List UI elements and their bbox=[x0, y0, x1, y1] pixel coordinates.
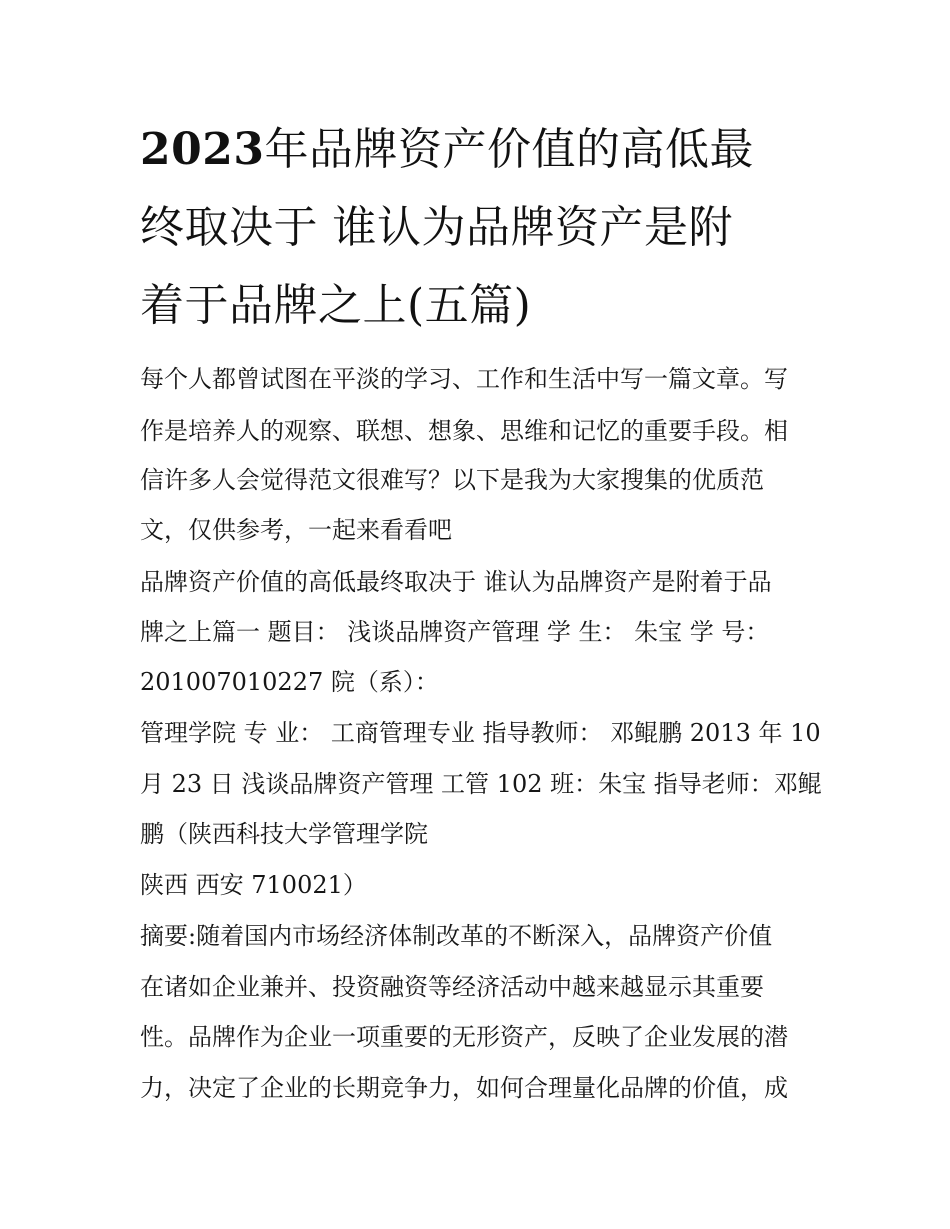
title-year: 2023 bbox=[140, 124, 265, 175]
body-line: 陕西 西安 710021） bbox=[140, 871, 367, 899]
document-title-line-1 bbox=[140, 124, 754, 175]
body-line: 鹏（陕西科技大学管理学院 bbox=[140, 820, 428, 848]
document-title-line-2 bbox=[140, 202, 733, 253]
title-text-3: 着于品牌之上(五篇) bbox=[140, 280, 532, 331]
body-line: 力，决定了企业的长期竞争力，如何合理量化品牌的价值，成 bbox=[140, 1074, 788, 1102]
document-title-line-3 bbox=[140, 280, 532, 331]
body-line: 性。品牌作为企业一项重要的无形资产，反映了企业发展的潜 bbox=[140, 1023, 788, 1051]
body-line: 摘要:随着国内市场经济体制改革的不断深入，品牌资产价值 bbox=[140, 922, 773, 950]
body-line: 作是培养人的观察、联想、想象、思维和记忆的重要手段。相 bbox=[140, 417, 788, 445]
body-line: 牌之上篇一 题目： 浅谈品牌资产管理 学 生： 朱宝 学 号： bbox=[140, 618, 770, 646]
body-line: 品牌资产价值的高低最终取决于 谁认为品牌资产是附着于品 bbox=[140, 568, 772, 596]
body-line: 201007010227 院（系）： bbox=[140, 668, 439, 696]
body-line: 管理学院 专 业： 工商管理专业 指导教师： 邓鲲鹏 2013 年 10 bbox=[140, 719, 821, 747]
body-line: 在诸如企业兼并、投资融资等经济活动中越来越显示其重要 bbox=[140, 973, 764, 1001]
body-line: 月 23 日 浅谈品牌资产管理 工管 102 班：朱宝 指导老师：邓鲲 bbox=[140, 770, 822, 798]
body-line: 每个人都曾试图在平淡的学习、工作和生活中写一篇文章。写 bbox=[140, 365, 788, 393]
body-line: 信许多人会觉得范文很难写？以下是我为大家搜集的优质范 bbox=[140, 466, 764, 494]
title-text-1: 年品牌资产价值的高低最 bbox=[264, 124, 754, 175]
title-text-2: 终取决于 谁认为品牌资产是附 bbox=[140, 202, 733, 253]
body-line: 文，仅供参考，一起来看看吧 bbox=[140, 516, 452, 544]
